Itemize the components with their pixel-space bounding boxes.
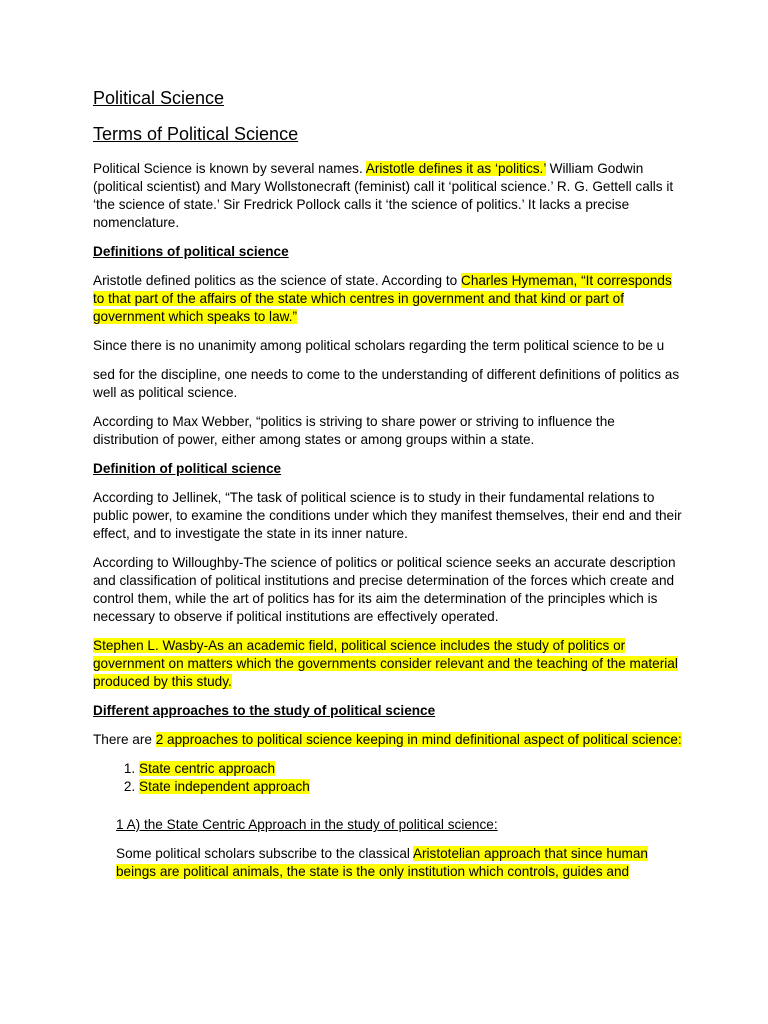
highlighted-text: Stephen L. Wasby-As an academic field, political science includes the study of politics or government on matters which the governments consider relevant and the teaching of the material produced by this study. [93,638,678,689]
paragraph-state-centric [116,845,684,881]
section-heading-approaches: Different approaches to the study of political science [93,703,436,718]
section-heading-definitions: Definitions of political science [93,244,289,259]
paragraph-jellinek: According to Jellinek, “The task of political science is to study in their fundamental relations to public power, to examine the conditions under which they manifest themselves, their end and their effect, and to investigate the state in its inner nature. [93,490,682,541]
text-run: Some political scholars subscribe to the classical [116,846,413,861]
highlighted-text: Aristotle defines it as ‘politics.’ [365,161,546,176]
highlighted-text: State independent approach [139,779,310,794]
list-item [139,760,684,778]
sub-heading-state-centric: 1 A) the State Centric Approach in the study of political science: [116,817,498,832]
highlighted-text: State centric approach [139,761,276,776]
paragraph-terms [93,160,684,232]
highlighted-text: 2 approaches to political science keeping in mind definitional aspect of political science: [155,732,682,747]
paragraph-approaches [93,731,684,749]
paragraph-willoughby: According to Willoughby-The science of politics or political science seeks an accurate description and classification of political institutions and precise determination of the forces which create and control them, while the art of politics has for its aim the determination of the principles which is necessary to observe if political institutions are effectively operated. [93,555,676,624]
paragraph-discipline: sed for the discipline, one needs to come to the understanding of different definitions of politics as well as political science. [93,367,680,400]
paragraph-wasby [93,637,684,691]
list-item [139,778,684,796]
text-run: There are [93,732,156,747]
paragraph-unanimity: Since there is no unanimity among political scholars regarding the term political science to be u [93,338,665,353]
highlighted-text: Aristotelian approach that since human beings are political animals, the state is the only institution which controls, guides and [116,846,648,879]
section-heading-definition: Definition of political science [93,461,282,476]
text-run: Political Science is known by several names. [93,161,366,176]
paragraph-aristotle [93,272,684,326]
approaches-list [93,760,684,796]
text-run: William Godwin (political scientist) and Mary Wollstonecraft (feminist) call it ‘political science.’ R. G. Gettell calls it ‘the science of state.’ Sir Fredrick Pollock calls it ‘the science of politics.’ It lacks a precise nomenclature. [93,161,674,230]
document-subtitle: Terms of Political Science [93,124,299,144]
text-run: Aristotle defined politics as the science of state. According to [93,273,461,288]
paragraph-max-webber: According to Max Webber, “politics is striving to share power or striving to influence the distribution of power, either among states or among groups within a state. [93,414,615,447]
highlighted-text: Charles Hymeman, “It corresponds to that part of the affairs of the state which centres in government and that kind or part of government which speaks to law.” [93,273,672,324]
document-title: Political Science [93,88,225,108]
